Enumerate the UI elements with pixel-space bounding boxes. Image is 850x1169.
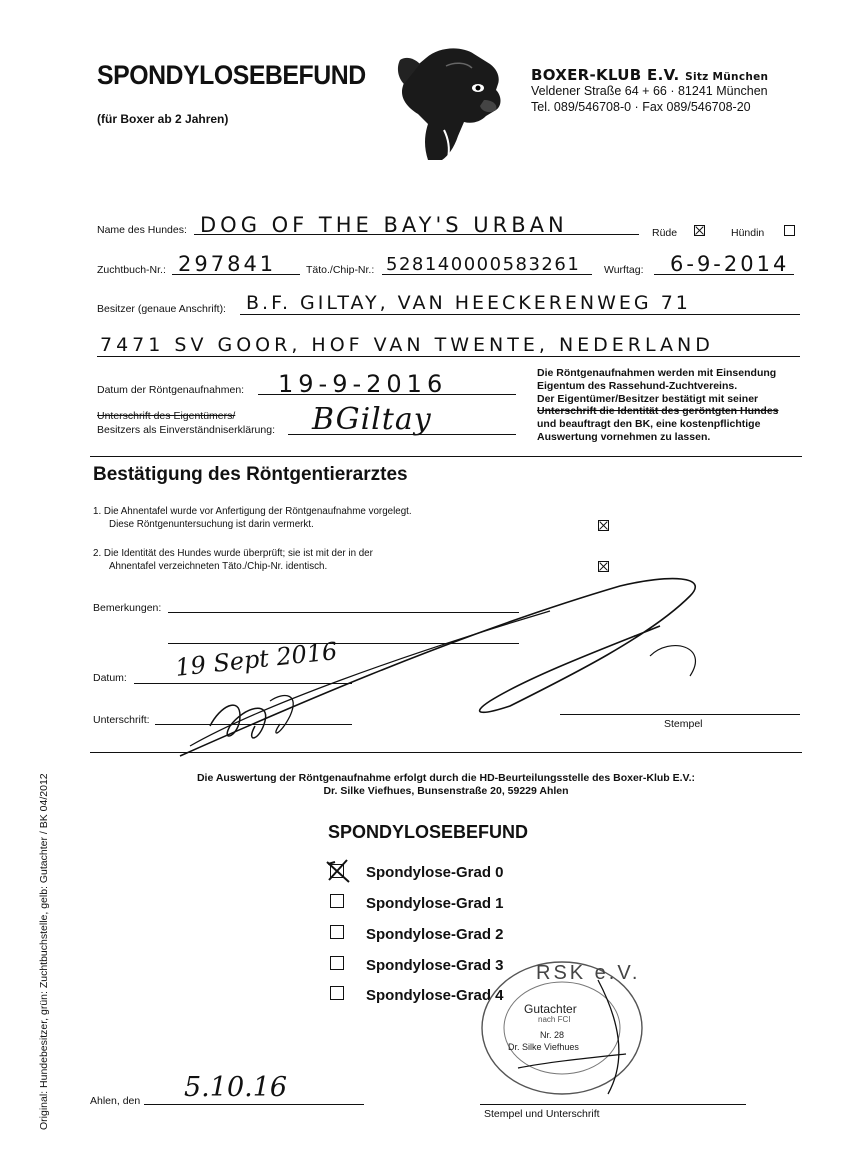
evaluation-line-2: Dr. Silke Viefhues, Bunsenstraße 20, 59229 Ahlen: [323, 785, 569, 797]
evaluation-line-1: Die Auswertung der Röntgenaufnahme erfolgt durch die HD-Beurteilungsstelle des Boxer-Klub E.V.:: [196, 772, 696, 784]
grade-0-label: Spondylose-Grad 0: [366, 864, 504, 881]
vet-signature-label: Unterschrift:: [93, 714, 150, 726]
stamp-label: Stempel: [664, 718, 703, 730]
grade-2-checkbox[interactable]: [330, 925, 344, 939]
chip-value[interactable]: 528140000583261: [386, 254, 581, 275]
notice-line: Unterschrift die Identität des geröntgten Hundes: [537, 405, 779, 418]
side-distribution-note: Original: Hundebesitzer, grün: Zuchtbuchstelle, gelb: Gutachter / BK 04/2012: [38, 773, 50, 1130]
stamp-text-role: Gutachter: [524, 1002, 577, 1016]
dog-name-label: Name des Hundes:: [97, 224, 187, 236]
grade-4-label: Spondylose-Grad 4: [366, 987, 504, 1004]
club-phone: Tel. 089/546708-0 · Fax 089/546708-20: [531, 100, 751, 114]
item-2-line-2: Ahnentafel verzeichneten Täto./Chip-Nr. identisch.: [109, 561, 328, 572]
notice-line: Die Röntgenaufnahmen werden mit Einsendung: [537, 367, 777, 379]
grade-0-check-mark: [325, 858, 351, 884]
notice-line: Auswertung vornehmen zu lassen.: [537, 430, 711, 443]
item-2-line-1: 2. Die Identität des Hundes wurde überprüft; sie ist mit der in der: [93, 548, 373, 559]
dog-name-value[interactable]: DOG OF THE BAY'S URBAN: [200, 213, 568, 237]
section-divider-1: [90, 456, 802, 457]
male-label: Rüde: [652, 227, 678, 239]
grade-1-checkbox[interactable]: [330, 894, 344, 908]
grade-4-checkbox[interactable]: [330, 986, 344, 1000]
item-1-line-2: Diese Röntgenuntersuchung ist darin vermerkt.: [109, 519, 314, 530]
owner-label: Besitzer (genaue Anschrift):: [97, 303, 226, 315]
confirmation-item-1: [93, 505, 412, 531]
club-name: [531, 66, 768, 84]
evaluation-note: [90, 772, 802, 798]
owner-signature-label-2: Besitzers als Einverständniserklärung:: [97, 424, 275, 436]
place-date-label: Ahlen, den: [90, 1095, 141, 1107]
club-name-text: BOXER-KLUB E.V.: [531, 66, 680, 84]
studbook-value[interactable]: 297841: [178, 252, 277, 276]
male-checkbox[interactable]: [694, 225, 705, 236]
female-checkbox[interactable]: [784, 225, 795, 236]
grade-3-checkbox[interactable]: [330, 956, 344, 970]
section-divider-2: [90, 752, 802, 753]
grade-2-label: Spondylose-Grad 2: [366, 926, 504, 943]
final-signature-line: [480, 1104, 746, 1105]
owner-signature[interactable]: BGiltay: [312, 402, 432, 437]
owner-signature-label-1: Unterschrift des Eigentümers/: [97, 410, 236, 422]
confirmation-heading: Bestätigung des Röntgentierarztes: [93, 464, 408, 485]
grade-3-label: Spondylose-Grad 3: [366, 957, 504, 974]
litter-value[interactable]: 6-9-2014: [670, 252, 790, 276]
studbook-label: Zuchtbuch-Nr.:: [97, 264, 166, 276]
stamp-text-top: RSK e.V.: [536, 962, 641, 984]
grade-1-label: Spondylose-Grad 1: [366, 895, 504, 912]
litter-label: Wurftag:: [604, 264, 644, 276]
club-sitz: Sitz München: [685, 71, 769, 83]
form-subtitle: (für Boxer ab 2 Jahren): [97, 112, 229, 126]
owner-address-2[interactable]: 7471 SV GOOR, HOF VAN TWENTE, NEDERLAND: [100, 334, 714, 356]
place-date-line: [144, 1104, 364, 1105]
vet-signature-scribble: [150, 566, 710, 766]
result-heading: SPONDYLOSEBEFUND: [328, 822, 529, 842]
owner-line-1: [240, 314, 800, 315]
club-address: Veldener Straße 64 + 66 · 81241 München: [531, 84, 768, 98]
notice-line: Eigentum des Rassehund-Zuchtvereins.: [537, 379, 738, 392]
xray-date-label: Datum der Röntgenaufnahmen:: [97, 384, 245, 396]
final-signature-label: Stempel und Unterschrift: [484, 1108, 600, 1120]
boxer-head-logo: [388, 44, 516, 162]
chip-label: Täto./Chip-Nr.:: [306, 264, 375, 276]
remarks-label: Bemerkungen:: [93, 602, 162, 614]
owner-line-2: [97, 356, 800, 357]
vet-date-label: Datum:: [93, 672, 127, 684]
owner-address-1[interactable]: B.F. GILTAY, VAN HEECKERENWEG 71: [246, 292, 691, 314]
female-label: Hündin: [731, 227, 765, 239]
stamp-text-name: Dr. Silke Viefhues: [508, 1042, 579, 1052]
notice-line: und beauftragt den BK, eine kostenpflichtige: [537, 418, 761, 431]
notice-block: [537, 367, 779, 444]
item-1-checkbox[interactable]: [598, 520, 609, 531]
notice-line: Der Eigentümer/Besitzer bestätigt mit seiner: [537, 392, 759, 405]
place-date-value[interactable]: 5.10.16: [184, 1072, 288, 1103]
xray-date-value[interactable]: 19-9-2016: [278, 370, 448, 398]
vet-date-value[interactable]: 19 Sept 2016: [174, 637, 339, 682]
form-title: SPONDYLOSEBEFUND: [97, 60, 366, 90]
item-1-line-1: 1. Die Ahnentafel wurde vor Anfertigung der Röntgenaufnahme vorgelegt.: [93, 506, 412, 517]
stamp-text-sub: nach FCI: [538, 1015, 571, 1024]
stamp-text-nr: Nr. 28: [540, 1030, 565, 1040]
